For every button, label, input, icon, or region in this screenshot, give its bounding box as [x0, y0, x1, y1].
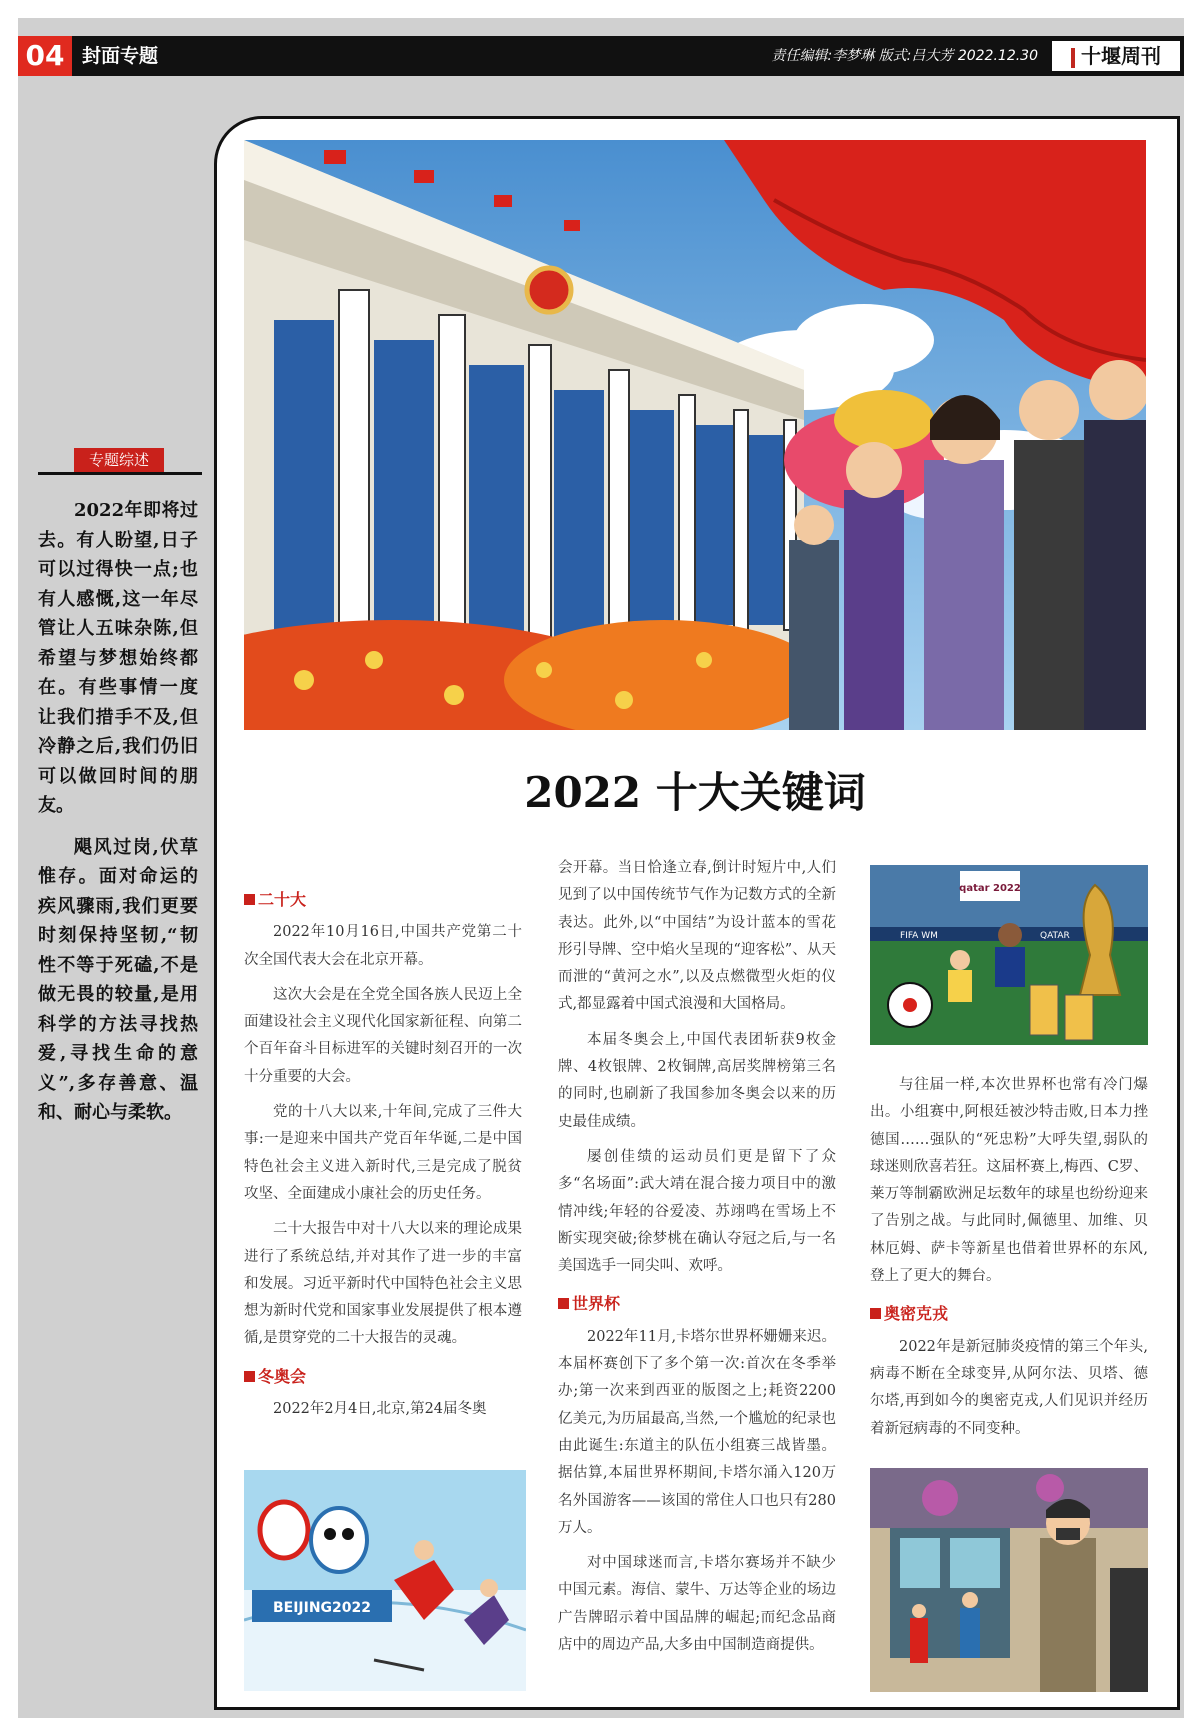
- editor-credits: 责任编辑:李梦琳 版式:吕大芳 2022.12.30: [771, 48, 1038, 64]
- article-paragraph: 会开幕。当日恰逢立春,倒计时短片中,人们见到了以中国传统节气作为记数方式的全新表达。此外,以“中国结”为设计蓝本的雪花形引导牌、空中焰火呈现的“迎客松”、从天而泄的“黄河之水”,以及点燃微型火炬的仪式,都显露着中国式浪漫和大国格局。: [558, 860, 836, 1013]
- masthead-bar: [1071, 48, 1075, 68]
- hero-illustration: [244, 140, 1146, 730]
- section-title: 封面专题: [82, 45, 159, 67]
- masthead-title: 十堰周刊: [1081, 44, 1161, 68]
- olympics-banner-text: BEIJING2022: [272, 1600, 372, 1616]
- keyword-heading: 世界杯: [558, 1290, 836, 1317]
- article-column-3: [870, 1072, 1148, 1451]
- omicron-illustration: [870, 1468, 1148, 1692]
- keyword-heading: 冬奥会: [244, 1363, 522, 1390]
- article-paragraph: 对中国球迷而言,卡塔尔赛场并不缺少中国元素。海信、蒙牛、万达等企业的场边广告牌昭示着中国品牌的崛起;而纪念品商店中的周边产品,大多由中国制造商提供。: [558, 1555, 836, 1654]
- sidebar-paragraph: 2022年即将过去。有人盼望,日子可以过得快一点;也有人感慨,这一年尽管让人五味杂陈,但希望与梦想始终都在。有些事情一度让我们措手不及,但冷静之后,我们仍旧可以做回时间的朋友。: [38, 500, 198, 816]
- article-paragraph: 2022年2月4日,北京,第24届冬奥: [273, 1401, 487, 1418]
- article-paragraph: 本届冬奥会上,中国代表团斩获9枚金牌、4枚银牌、2枚铜牌,高居奖牌榜第三名的同时,也刷新了我国参加冬奥会以来的历史最佳成绩。: [558, 1031, 836, 1130]
- winter-olympics-illustration: [244, 1470, 526, 1691]
- omicron-street-drawing: [870, 1468, 1148, 1692]
- qatar-logo-text: qatar 2022: [959, 883, 1021, 894]
- masthead-logo: [1052, 41, 1180, 71]
- article-paragraph: 2022年11月,卡塔尔世界杯姗姗来迟。本届杯赛创下了多个第一次:首次在冬季举办;第一次来到西亚的版图之上;耗资2200亿美元,为历届最高,当然,一个尴尬的纪录也由此诞生:东道主的队伍小组赛三战皆墨。据估算,本届世界杯期间,卡塔尔涌入120万名外国游客——该国的常住人口也只有280万人。: [558, 1328, 836, 1536]
- keyword-heading: 二十大: [244, 886, 522, 913]
- sidebar-summary: [38, 496, 198, 1140]
- article-paragraph: 2022年10月16日,中国共产党第二十次全国代表大会在北京开幕。: [244, 924, 522, 968]
- world-cup-drawing: [870, 865, 1148, 1045]
- keyword-heading: 奥密克戎: [870, 1300, 1148, 1327]
- headline: 2022 十大关键词: [524, 768, 866, 817]
- article-paragraph: 党的十八大以来,十年间,完成了三件大事:一是迎来中国共产党百年华诞,二是中国特色社会主义进入新时代,三是完成了脱贫攻坚、全面建成小康社会的历史任务。: [244, 1104, 522, 1202]
- article-paragraph: 二十大报告中对十八大以来的理论成果进行了系统总结,并对其作了进一步的丰富和发展。习近平新时代中国特色社会主义思想为新时代党和国家事业发展提供了根本遵循,是贯穿党的二十大报告的灵魂。: [244, 1221, 522, 1347]
- fifa-board-text: FIFA WM: [900, 931, 938, 941]
- article-paragraph: 与往届一样,本次世界杯也常有冷门爆出。小组赛中,阿根廷被沙特击败,日本力挫德国……强队的“死忠粉”大呼失望,弱队的球迷则欣喜若狂。这届杯赛上,梅西、C罗、莱万等制霸欧洲足坛数年的球星也纷纷迎来了告别之战。与此同时,佩德里、加维、贝林厄姆、萨卡等新星也借着世界杯的东风,登上了更大的舞台。: [870, 1077, 1148, 1285]
- article-paragraph: 这次大会是在全党全国各族人民迈上全面建设社会主义现代化国家新征程、向第二个百年奋斗目标进军的关键时刻召开的一次十分重要的大会。: [244, 986, 522, 1085]
- article-paragraph: 屡创佳绩的运动员们更是留下了众多“名场面”:武大靖在混合接力项目中的激情冲线;年轻的谷爱凌、苏翊鸣在雪场上不断实现突破;徐梦桃在确认夺冠之后,与一名美国选手一同尖叫、欢呼。: [558, 1148, 836, 1275]
- world-cup-illustration: [870, 865, 1148, 1045]
- winter-olympics-drawing: [244, 1470, 526, 1691]
- sidebar-tag: 专题综述: [74, 448, 164, 472]
- page-header: [18, 36, 1184, 76]
- qatar-board-text: QATAR: [1040, 931, 1070, 941]
- sidebar-divider: [38, 472, 202, 475]
- page-number: 04: [18, 36, 72, 76]
- article-column-1: [244, 876, 522, 1431]
- sidebar-paragraph: 飓风过岗,伏草惟存。面对命运的疾风骤雨,我们更要时刻保持坚韧,“韧性不等于死磕,不是做无畏的较量,是用科学的方法寻找热爱,寻找生命的意义”,多存善意、温和、耐心与柔软。: [38, 836, 198, 1123]
- great-hall-illustration: [244, 140, 1146, 730]
- article-column-2: [558, 855, 836, 1667]
- article-paragraph: 2022年是新冠肺炎疫情的第三个年头,病毒不断在全球变异,从阿尔法、贝塔、德尔塔,再到如今的奥密克戎,人们见识并经历着新冠病毒的不同变种。: [870, 1338, 1148, 1437]
